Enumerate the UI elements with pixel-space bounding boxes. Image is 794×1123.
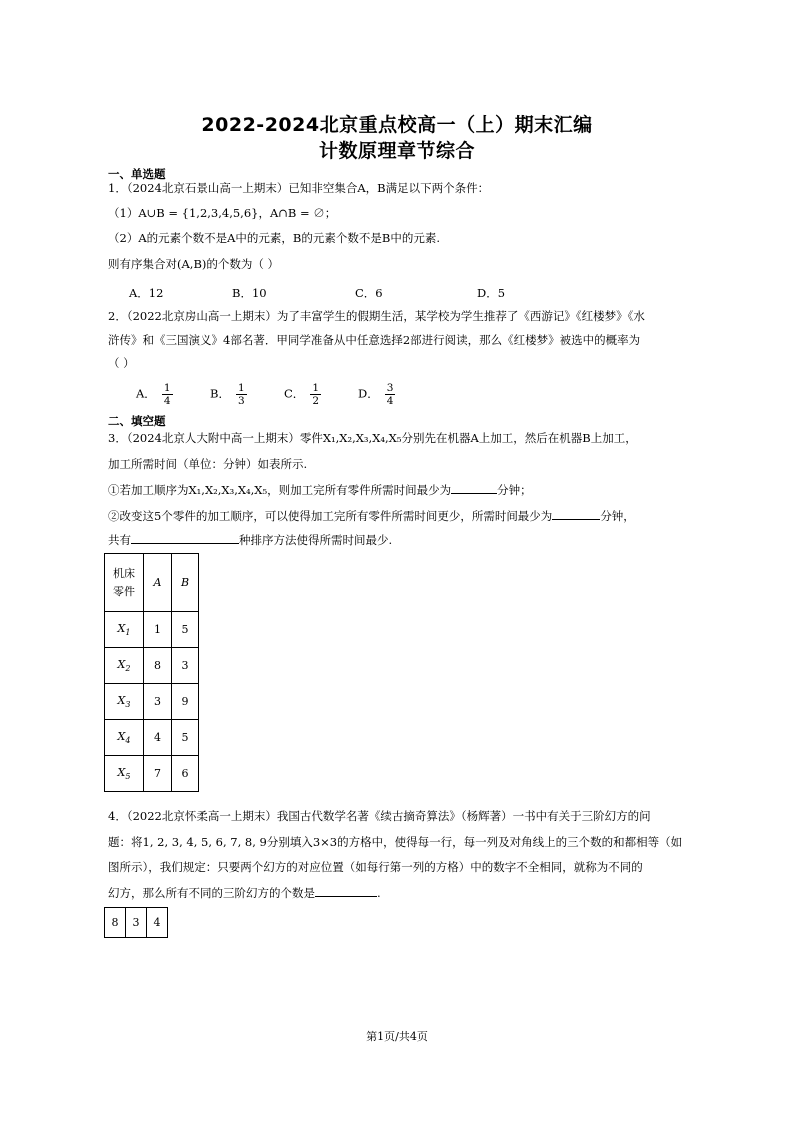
part-index: 2 [125, 664, 131, 674]
denominator: 4 [163, 395, 171, 407]
table-row [105, 648, 199, 684]
q2-option-c-label: C． [284, 386, 305, 401]
q1-option-b: B．10 [232, 286, 267, 300]
numerator: 1 [312, 382, 319, 394]
part-index: 3 [125, 700, 131, 710]
machine-a-time: 7 [144, 756, 172, 792]
q1-option-d: D．5 [477, 286, 506, 300]
q2-option-a-label: A． [136, 386, 156, 401]
denominator: 4 [386, 395, 394, 407]
q2-line-1: 2．（2022北京房山高一上期末）为了丰富学生的假期生活，某学校为学生推荐了《西游记》《红楼梦》《水 [108, 309, 645, 323]
part-index: 4 [125, 736, 131, 746]
q2-option-b-label: B． [210, 386, 230, 401]
q2-line-2: 浒传》和《三国演义》4部名著．甲同学准备从中任意选择2部进行阅读，那么《红楼梦》被选中的概率为 [108, 333, 641, 347]
document-subtitle: 计数原理章节综合 [318, 140, 475, 162]
q1-condition-1: （1）A∪B = {1,2,3,4,5,6}，A∩B = ∅； [108, 206, 337, 220]
table-header-row [105, 554, 199, 612]
numerator: 1 [237, 382, 245, 394]
document-title: 2022-2024北京重点校高一（上）期末汇编 [201, 114, 593, 136]
q3-line-1: 3．（2024北京人大附中高一上期末）零件X₁,X₂,X₃,X₄,X₅分别先在机器A上加工，然后在机器B上加工， [108, 431, 637, 445]
q2-option-d [358, 382, 395, 407]
q4-line-1: 4．（2022北京怀柔高一上期末）我国古代数学名著《续古摘奇算法》（杨辉著）一书中有关于三阶幻方的问 [108, 809, 651, 823]
part-cell [105, 720, 144, 756]
q3-part-2-unit: 分钟， [600, 509, 635, 523]
section-heading-single-choice: 一、单选题 [108, 167, 166, 181]
machine-b-time: 9 [172, 684, 199, 720]
part-index: 5 [125, 772, 131, 782]
q3-processing-time-table [104, 553, 199, 792]
part-symbol: X [117, 693, 126, 707]
table-row [105, 612, 199, 648]
q4-line-2: 题：将1, 2, 3, 4, 5, 6, 7, 8, 9分别填入3×3的方格中，使得每一行，每一列及对角线上的三个数的和都相等（如 [108, 835, 683, 849]
q1-condition-2: （2）A的元素个数不是A中的元素，B的元素个数不是B中的元素. [108, 231, 440, 245]
q4-line-4 [108, 884, 688, 901]
machine-a-time: 8 [144, 648, 172, 684]
corner-top-label: 机床 [113, 566, 135, 580]
answer-blank[interactable] [315, 884, 377, 897]
q1-question: 则有序集合对(A,B)的个数为（ ） [108, 257, 280, 271]
answer-blank[interactable] [451, 481, 497, 494]
denominator: 2 [312, 395, 319, 407]
q4-line-4-end: . [377, 886, 381, 900]
part-index: 1 [125, 628, 131, 638]
q2-option-c [284, 382, 321, 407]
section-heading-fill-blank: 二、填空题 [108, 414, 166, 428]
machine-b-time: 6 [172, 756, 199, 792]
machine-a-time: 1 [144, 612, 172, 648]
magic-square-grid [104, 907, 168, 938]
q3-part-1 [108, 481, 688, 498]
q3-part-3 [108, 531, 688, 548]
magic-square-row [105, 908, 168, 938]
magic-square-cell: 8 [105, 908, 126, 938]
answer-blank[interactable] [131, 531, 239, 544]
table-row [105, 684, 199, 720]
table-row [105, 720, 199, 756]
q2-line-3: （ ） [108, 356, 135, 370]
part-symbol: X [117, 621, 126, 635]
q2-option-a [136, 382, 173, 407]
q3-line-2: 加工所需时间（单位：分钟）如表所示. [108, 457, 308, 471]
page-footer: 第1页/共4页 [366, 1030, 428, 1043]
q3-part-3-tail: 种排序方法使得所需时间最少. [239, 533, 393, 547]
q3-part-2 [108, 507, 688, 524]
q2-option-c-fraction [310, 382, 321, 407]
part-symbol: X [117, 657, 126, 671]
q4-line-4-text: 幻方，那么所有不同的三阶幻方的个数是 [108, 886, 315, 900]
machine-b-time: 3 [172, 648, 199, 684]
q2-option-b [210, 382, 247, 407]
table-corner-cell [105, 554, 144, 612]
q3-part-1-unit: 分钟； [497, 483, 532, 497]
machine-a-time: 4 [144, 720, 172, 756]
numerator: 3 [386, 382, 394, 394]
q2-option-a-fraction [162, 382, 173, 407]
numerator: 1 [163, 382, 171, 394]
machine-a-time: 3 [144, 684, 172, 720]
q3-part-1-text: ①若加工顺序为X₁,X₂,X₃,X₄,X₅，则加工完所有零件所需时间最少为 [108, 483, 452, 497]
column-header-a: A [144, 554, 172, 612]
q1-option-a: A．12 [129, 286, 164, 300]
q2-option-b-fraction [236, 382, 247, 407]
q2-option-d-label: D． [358, 386, 379, 401]
column-header-b: B [172, 554, 199, 612]
part-symbol: X [117, 765, 126, 779]
part-cell [105, 612, 144, 648]
denominator: 3 [237, 395, 245, 407]
part-cell [105, 756, 144, 792]
magic-square-cell: 4 [147, 908, 168, 938]
machine-b-time: 5 [172, 720, 199, 756]
corner-bottom-label: 零件 [113, 584, 135, 598]
table-row [105, 756, 199, 792]
q3-part-3-text: 共有 [108, 533, 131, 547]
part-cell [105, 684, 144, 720]
magic-square-cell: 3 [126, 908, 147, 938]
part-cell [105, 648, 144, 684]
answer-blank[interactable] [552, 507, 600, 520]
q1-option-c: C．6 [355, 286, 383, 300]
part-symbol: X [117, 729, 126, 743]
q3-part-2-text: ②改变这5个零件的加工顺序，可以使得加工完所有零件所需时间更少，所需时间最少为 [108, 509, 553, 523]
q4-line-3: 图所示），我们规定：只要两个幻方的对应位置（如每行第一列的方格）中的数字不全相同，就称为不同的 [108, 860, 643, 874]
machine-b-time: 5 [172, 612, 199, 648]
q2-option-d-fraction [385, 382, 396, 407]
q1-stem: 1．（2024北京石景山高一上期末）已知非空集合A，B满足以下两个条件： [108, 181, 490, 195]
